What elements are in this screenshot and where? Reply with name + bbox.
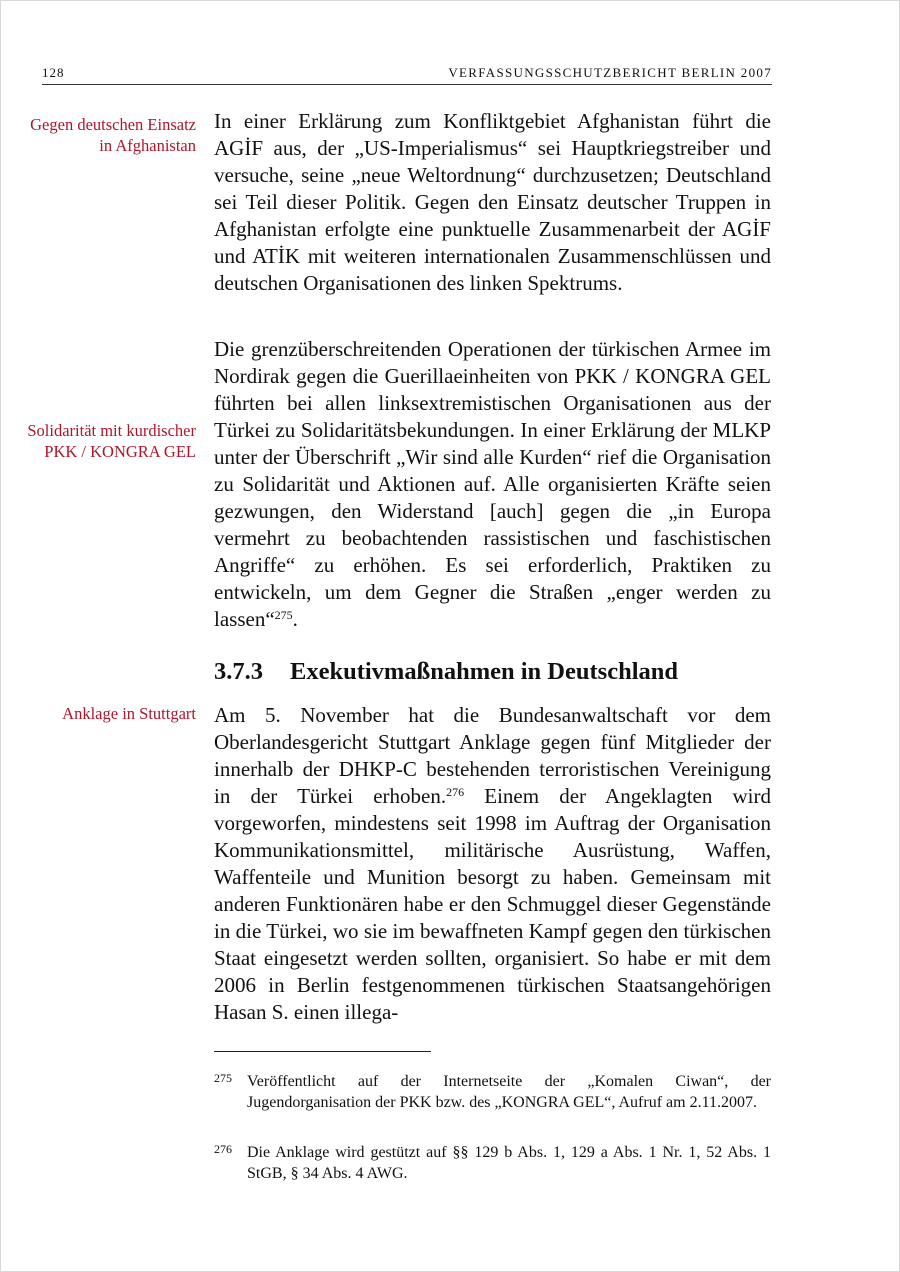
footnote-text: Veröffentlicht auf der Internetseite der „Komalen Ciwan“, der Jugendorganisation der PKK bzw. des „KONGRA GEL“, Aufruf am 2.11.2007. <box>247 1073 771 1111</box>
running-title: VERFASSUNGSSCHUTZBERICHT BERLIN 2007 <box>448 65 772 80</box>
page-number: 128 <box>42 65 65 80</box>
paragraph-end-punct: . <box>292 607 298 631</box>
footnote-mark: 276 <box>214 1142 232 1156</box>
footnote-275 <box>214 1072 771 1113</box>
section-number: 3.7.3 <box>214 658 263 685</box>
paragraph-afghanistan: In einer Erklärung zum Konfliktgebiet Afghanistan führt die AGİF aus, der „US-Imperialismus“ sei Hauptkriegstreiber und versuche, seine „neue Weltordnung“ durchzusetzen; Deutschland sei Teil dieser Politik. Gegen den Einsatz deutscher Truppen in Afghanistan erfolgte eine punktuelle Zusammenarbeit der AGİF und ATİK mit weiteren internationalen Zusammenschlüssen und deutschen Organisationen des linken Spektrums. <box>214 109 771 295</box>
page-header <box>42 64 772 85</box>
paragraph-anklage-text-1: Am 5. November hat die Bundesanwaltschaft vor dem Oberlandesgericht Stuttgart Anklage gegen fünf Mitglieder der innerhalb der DHKP-C bestehenden terroristischen Vereinigung in der Türkei erhoben. <box>214 703 771 808</box>
margin-note-afghanistan: Gegen deutschen Einsatz in Afghanistan <box>30 115 196 155</box>
footnote-mark: 275 <box>214 1071 232 1085</box>
paragraph-anklage <box>214 702 771 1026</box>
footnote-ref-275[interactable]: 275 <box>274 608 293 622</box>
margin-note-anklage: Anklage in Stuttgart <box>62 704 196 723</box>
footnote-text: Die Anklage wird gestützt auf §§ 129 b Abs. 1, 129 a Abs. 1 Nr. 1, 52 Abs. 1 StGB, § 34 Abs. 4 AWG. <box>247 1144 771 1182</box>
section-heading <box>214 657 771 687</box>
footnote-ref-276[interactable]: 276 <box>446 785 465 799</box>
paragraph-solidaritaet <box>214 336 771 633</box>
footnote-276 <box>214 1143 771 1184</box>
paragraph-anklage-text-2: Einem der Angeklagten wird vorgeworfen, mindestens seit 1998 im Auftrag der Organisation Kommunikationsmittel, militärische Ausrüstung, Waffen, Waffenteile und Munition besorgt zu haben. Gemeinsam mit anderen Funktionären habe er den Schmuggel dieser Gegenstände in die Türkei, wo sie im bewaffneten Kampf gegen den türkischen Staat eingesetzt werden sollten, organisiert. So habe er mit dem 2006 in Berlin festgenommenen türkischen Staatsangehörigen Hasan S. einen illega- <box>214 784 771 1024</box>
section-title: Exekutivmaßnahmen in Deutschland <box>290 658 679 685</box>
footnote-divider <box>214 1051 431 1052</box>
paragraph-solidaritaet-text: Die grenzüberschreitenden Operationen der türkischen Armee im Nordirak gegen die Guerillaeinheiten von PKK / KONGRA GEL führten bei allen linksextremistischen Organisationen aus der Türkei zu Solidaritätsbekundungen. In einer Erklärung der MLKP unter der Überschrift „Wir sind alle Kurden“ rief die Organisation zu Solidarität und Aktionen auf. Alle organisierten Kräfte seien gezwungen, den Widerstand [auch] gegen die „in Europa vermehrt zu beobachtenden rassistischen und faschistischen Angriffe“ zu erhöhen. Es sei erforderlich, Praktiken zu entwickeln, um dem Gegner die Straßen „enger werden zu lassen“ <box>214 337 771 631</box>
margin-note-solidaritaet: Solidarität mit kurdischer PKK / KONGRA GEL <box>27 421 196 461</box>
